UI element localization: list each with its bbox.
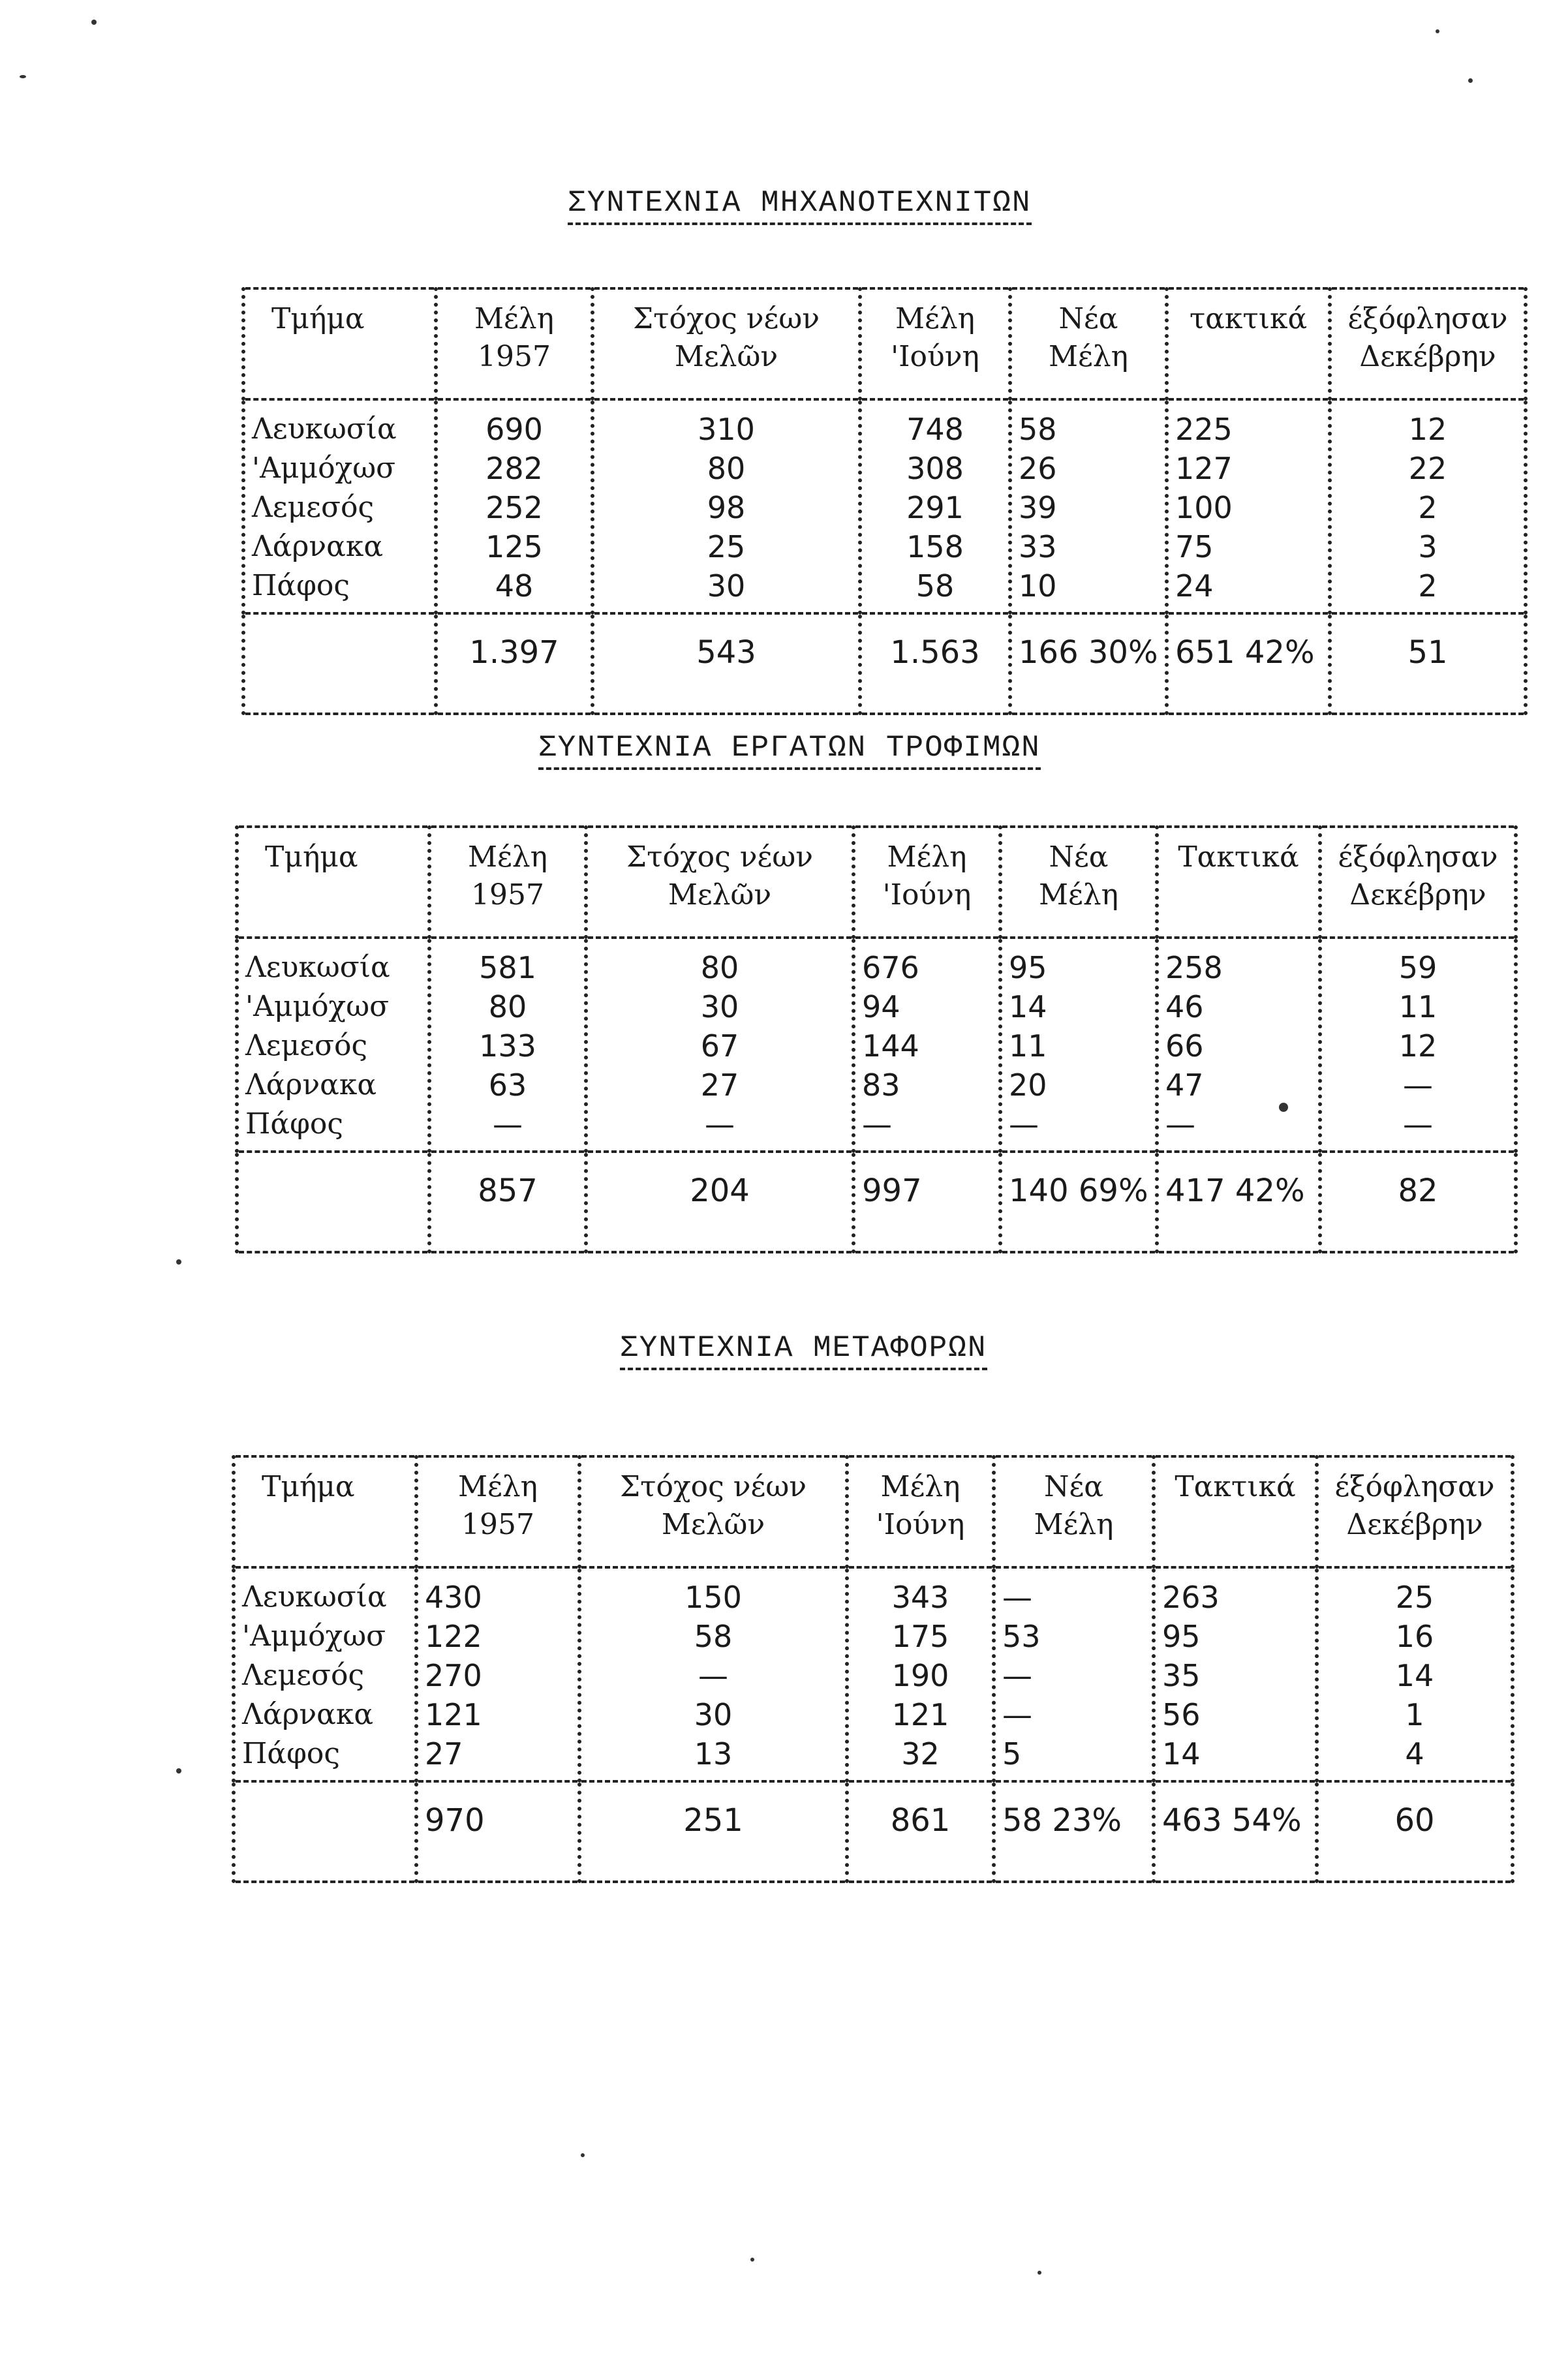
table-title: ΣΥΝΤΕΧΝΙΑ ΜΗΧΑΝΟΤΕΧΝΙΤΩΝ: [568, 186, 1032, 225]
table-body-row: [234, 1567, 1513, 1781]
total-cell: 543: [592, 613, 860, 714]
total-cell: 140 69%: [1000, 1152, 1157, 1252]
total-cell: 970: [416, 1781, 579, 1882]
table-total-row: [237, 1152, 1516, 1252]
column-header: Νέα Μέλη: [1010, 288, 1167, 399]
column-header: έξόφλησαν Δεκέβρην: [1320, 827, 1516, 938]
new-members-target-column: 150 58 — 30 13: [579, 1567, 847, 1781]
column-header: Νέα Μέλη: [994, 1456, 1154, 1567]
column-header: έξόφλησαν Δεκέβρην: [1330, 288, 1526, 399]
total-cell: 463 54%: [1154, 1781, 1317, 1882]
total-cell: [234, 1781, 416, 1882]
scan-speck: [750, 2258, 754, 2262]
new-members-target-column: 80 30 67 27 —: [586, 938, 853, 1152]
column-header: Νέα Μέλη: [1000, 827, 1157, 938]
paid-december-column: 59 11 12 — —: [1320, 938, 1516, 1152]
scan-speck: [581, 2153, 585, 2157]
district-column: Λευκωσία 'Αμμόχωσ Λεμεσός Λάρνακα Πάφος: [243, 399, 436, 613]
column-header: έξόφλησαν Δεκέβρην: [1317, 1456, 1513, 1567]
table-body-row: [237, 938, 1516, 1152]
table-header-row: [243, 288, 1526, 399]
column-header: Μέλη 1957: [416, 1456, 579, 1567]
table-header-row: [234, 1456, 1513, 1567]
column-header: Μέλη 1957: [436, 288, 592, 399]
total-cell: 1.397: [436, 613, 592, 714]
members-1957-column: 581 80 133 63 —: [429, 938, 586, 1152]
scan-speck: [176, 1259, 181, 1265]
regular-column: 258 46 66 47 —: [1157, 938, 1320, 1152]
members-june-column: 676 94 144 83 —: [853, 938, 1000, 1152]
table-body-row: [243, 399, 1526, 613]
data-table: [235, 825, 1518, 1253]
total-cell: 58 23%: [994, 1781, 1154, 1882]
column-header: Μέλη 'Ιούνη: [860, 288, 1010, 399]
total-cell: 417 42%: [1157, 1152, 1320, 1252]
district-column: Λευκωσία 'Αμμόχωσ Λεμεσός Λάρνακα Πάφος: [234, 1567, 416, 1781]
table-title: ΣΥΝΤΕΧΝΙΑ ΜΕΤΑΦΟΡΩΝ: [620, 1331, 987, 1370]
total-cell: 60: [1317, 1781, 1513, 1882]
column-header: Στόχος νέων Μελῶν: [586, 827, 853, 938]
column-header: Μέλη 1957: [429, 827, 586, 938]
new-members-target-column: 310 80 98 25 30: [592, 399, 860, 613]
column-header: Μέλη 'Ιούνη: [847, 1456, 994, 1567]
total-cell: 204: [586, 1152, 853, 1252]
column-header: Στόχος νέων Μελῶν: [579, 1456, 847, 1567]
scan-speck: [176, 1768, 181, 1773]
paid-december-column: 12 22 2 3 2: [1330, 399, 1526, 613]
new-members-column: 95 14 11 20 —: [1000, 938, 1157, 1152]
total-cell: 861: [847, 1781, 994, 1882]
scan-speck: [91, 20, 97, 25]
members-june-column: 748 308 291 158 58: [860, 399, 1010, 613]
total-cell: 1.563: [860, 613, 1010, 714]
members-1957-column: 430 122 270 121 27: [416, 1567, 579, 1781]
data-table: [232, 1455, 1514, 1883]
members-june-column: 343 175 190 121 32: [847, 1567, 994, 1781]
scan-speck: [20, 75, 26, 78]
column-header: Τακτικά: [1157, 827, 1320, 938]
column-header: Τμήμα: [237, 827, 429, 938]
total-cell: [237, 1152, 429, 1252]
scan-speck: [1038, 2271, 1041, 2275]
district-column: Λευκωσία 'Αμμόχωσ Λεμεσός Λάρνακα Πάφος: [237, 938, 429, 1152]
total-cell: 82: [1320, 1152, 1516, 1252]
column-header: Τμήμα: [243, 288, 436, 399]
total-cell: 251: [579, 1781, 847, 1882]
table-title: ΣΥΝΤΕΧΝΙΑ ΕΡΓΑΤΩΝ ΤΡΟΦΙΜΩΝ: [538, 731, 1041, 770]
total-cell: 51: [1330, 613, 1526, 714]
members-1957-column: 690 282 252 125 48: [436, 399, 592, 613]
column-header: τακτικά: [1167, 288, 1330, 399]
column-header: Τακτικά: [1154, 1456, 1317, 1567]
regular-column: 225 127 100 75 24: [1167, 399, 1330, 613]
total-cell: 651 42%: [1167, 613, 1330, 714]
regular-column: 263 95 35 56 14: [1154, 1567, 1317, 1781]
column-header: Στόχος νέων Μελῶν: [592, 288, 860, 399]
table-header-row: [237, 827, 1516, 938]
total-cell: [243, 613, 436, 714]
total-cell: 997: [853, 1152, 1000, 1252]
table-total-row: [234, 1781, 1513, 1882]
data-table: [241, 287, 1528, 715]
column-header: Μέλη 'Ιούνη: [853, 827, 1000, 938]
new-members-column: 58 26 39 33 10: [1010, 399, 1167, 613]
column-header: Τμήμα: [234, 1456, 416, 1567]
scan-speck: [1468, 78, 1473, 83]
new-members-column: — 53 — — 5: [994, 1567, 1154, 1781]
table-total-row: [243, 613, 1526, 714]
total-cell: 857: [429, 1152, 586, 1252]
paid-december-column: 25 16 14 1 4: [1317, 1567, 1513, 1781]
scan-speck: [1436, 29, 1439, 33]
total-cell: 166 30%: [1010, 613, 1167, 714]
